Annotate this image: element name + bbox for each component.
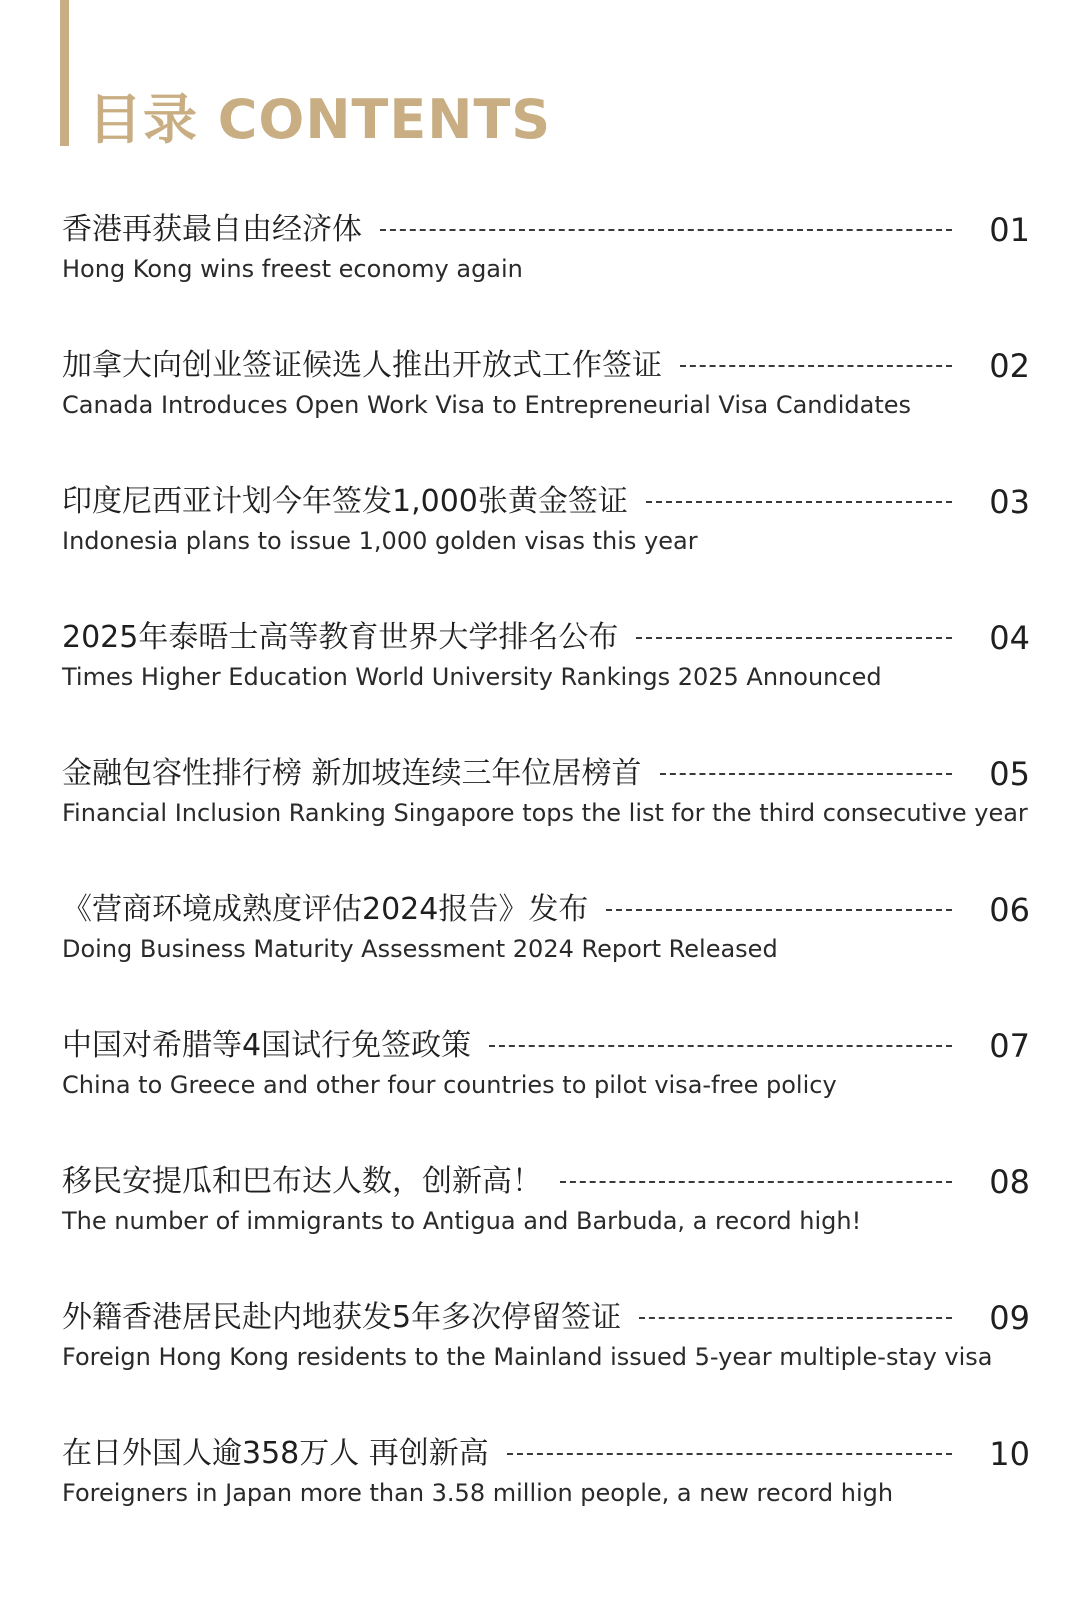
toc-entry-title-zh: 2025年泰晤士高等教育世界大学排名公布 <box>62 620 619 655</box>
toc-entry[interactable] <box>62 614 1030 714</box>
page-number: 03 <box>989 483 1030 521</box>
toc-entry[interactable] <box>62 478 1030 578</box>
toc-entry-row <box>62 1158 1030 1206</box>
toc-entry-row <box>62 1022 1030 1070</box>
toc-entry-title-en: China to Greece and other four countries to pilot visa-free policy <box>62 1071 837 1099</box>
toc-entry-title-en: The number of immigrants to Antigua and Barbuda, a record high! <box>62 1207 862 1235</box>
dotted-leader <box>560 1181 952 1183</box>
toc-entry[interactable] <box>62 342 1030 442</box>
dotted-leader <box>660 773 952 775</box>
toc-entry-title-en: Times Higher Education World University Rankings 2025 Announced <box>62 663 882 691</box>
dotted-leader <box>380 229 952 231</box>
toc-entry-row <box>62 206 1030 254</box>
toc-entry-title-en: Doing Business Maturity Assessment 2024 Report Released <box>62 935 778 963</box>
toc-entry-title-en: Canada Introduces Open Work Visa to Entrepreneurial Visa Candidates <box>62 391 912 419</box>
toc-entry-row <box>62 1294 1030 1342</box>
page-number: 09 <box>989 1299 1030 1337</box>
toc-entry[interactable] <box>62 1430 1030 1530</box>
toc-entry-title-en: Financial Inclusion Ranking Singapore tops the list for the third consecutive year <box>62 799 1028 827</box>
toc-entry-title-en: Foreigners in Japan more than 3.58 million people, a new record high <box>62 1479 894 1507</box>
toc-entry[interactable] <box>62 206 1030 306</box>
toc-entry[interactable] <box>62 750 1030 850</box>
accent-bar <box>60 0 69 146</box>
toc-entry-title-zh: 在日外国人逾358万人 再创新高 <box>62 1436 489 1471</box>
toc-entry-row <box>62 478 1030 526</box>
toc-entry-title-en: Hong Kong wins freest economy again <box>62 255 523 283</box>
page-number: 01 <box>989 211 1030 249</box>
toc-entry-title-en: Indonesia plans to issue 1,000 golden visas this year <box>62 527 698 555</box>
toc-entry-row <box>62 750 1030 798</box>
toc-entry-title-zh: 香港再获最自由经济体 <box>62 212 362 247</box>
page-title: 目录 CONTENTS <box>88 88 552 151</box>
page-number: 05 <box>989 755 1030 793</box>
toc-entry-row <box>62 1430 1030 1478</box>
page-number: 10 <box>989 1435 1030 1473</box>
dotted-leader <box>507 1453 952 1455</box>
toc-entry-title-zh: 金融包容性排行榜 新加坡连续三年位居榜首 <box>62 756 642 791</box>
dotted-leader <box>489 1045 952 1047</box>
toc-entry-title-zh: 《营商环境成熟度评估2024报告》发布 <box>62 892 589 927</box>
toc-entry[interactable] <box>62 1294 1030 1394</box>
page-number: 07 <box>989 1027 1030 1065</box>
dotted-leader <box>639 1317 952 1319</box>
page-number: 06 <box>989 891 1030 929</box>
toc-entry-row <box>62 886 1030 934</box>
page-number: 04 <box>989 619 1030 657</box>
toc-entry-title-zh: 外籍香港居民赴内地获发5年多次停留签证 <box>62 1300 622 1335</box>
toc-entry-title-zh: 加拿大向创业签证候选人推出开放式工作签证 <box>62 348 662 383</box>
dotted-leader <box>646 501 952 503</box>
toc-entry-title-zh: 印度尼西亚计划今年签发1,000张黄金签证 <box>62 484 628 519</box>
toc-entry[interactable] <box>62 886 1030 986</box>
toc-entry-row <box>62 342 1030 390</box>
dotted-leader <box>636 637 952 639</box>
toc-entry-row <box>62 614 1030 662</box>
toc-entry[interactable] <box>62 1158 1030 1258</box>
page-number: 02 <box>989 347 1030 385</box>
toc-entry-title-zh: 移民安提瓜和巴布达人数，创新高！ <box>62 1164 542 1199</box>
dotted-leader <box>606 909 952 911</box>
dotted-leader <box>680 365 952 367</box>
toc-entry-title-zh: 中国对希腊等4国试行免签政策 <box>62 1028 472 1063</box>
toc-entry[interactable] <box>62 1022 1030 1122</box>
page-number: 08 <box>989 1163 1030 1201</box>
toc-entry-title-en: Foreign Hong Kong residents to the Mainland issued 5-year multiple-stay visa <box>62 1343 993 1371</box>
